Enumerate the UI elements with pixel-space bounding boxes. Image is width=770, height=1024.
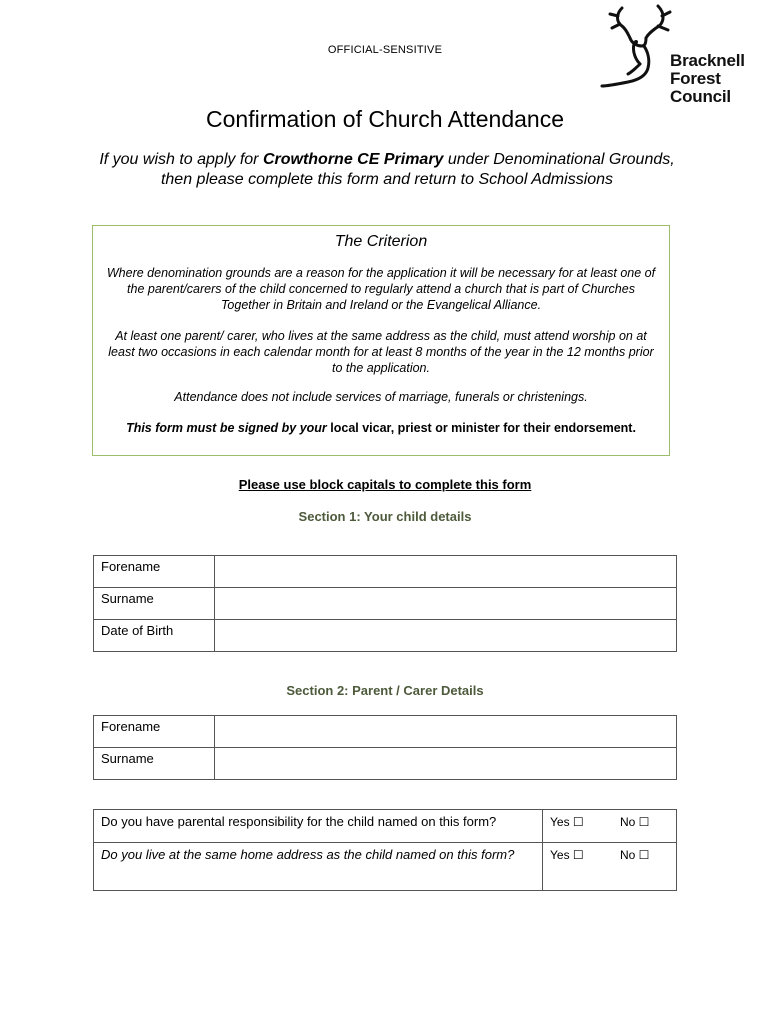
criterion-heading: The Criterion: [334, 233, 428, 250]
table-row: [94, 748, 677, 780]
field-label: Surname: [94, 748, 215, 780]
council-name: [670, 52, 745, 106]
stag-head-icon: [598, 2, 673, 97]
logo-line-2: Forest: [670, 69, 721, 88]
table-row: [94, 620, 677, 652]
criterion-paragraph-1: Where denomination grounds are a reason for the application it will be necessary for at least one of the parent/carers of the child concerned to regularly attend a church that is part of Churches Together in Britain and Ireland or the Evangelical Alliance.: [106, 266, 656, 312]
intro-text: [92, 150, 682, 190]
criterion-paragraph-3: Attendance does not include services of marriage, funerals or christenings.: [174, 390, 588, 404]
no-checkbox[interactable]: No ☐: [620, 815, 650, 829]
answer-cell: [543, 843, 677, 891]
question-text: Do you live at the same home address as the child named on this form?: [94, 843, 543, 891]
page-title: Confirmation of Church Attendance: [206, 106, 564, 132]
criterion-box: [92, 225, 670, 456]
table-row: [94, 588, 677, 620]
criterion-paragraph-2: At least one parent/ carer, who lives at the same address as the child, must attend worship on at least two occasions in each calendar month for at least 8 months of the year in the 12 months prior to the application.: [108, 329, 654, 375]
logo-line-1: Bracknell: [670, 51, 745, 70]
section-1-heading: Section 1: Your child details: [298, 509, 472, 524]
yes-checkbox[interactable]: Yes ☐: [550, 815, 584, 829]
signature-note-italic: This form must be signed by your: [126, 421, 327, 435]
parent-details-table: [93, 715, 677, 780]
answer-cell: [543, 810, 677, 843]
field-label: Forename: [94, 716, 215, 748]
table-row: [94, 843, 677, 891]
no-checkbox[interactable]: No ☐: [620, 848, 650, 862]
criterion-signature-note: [105, 420, 657, 436]
table-row: [94, 810, 677, 843]
school-name: Crowthorne CE Primary: [262, 151, 444, 168]
child-details-table: [93, 555, 677, 652]
yes-checkbox[interactable]: Yes ☐: [550, 848, 584, 862]
field-label: Date of Birth: [94, 620, 215, 652]
signature-note-rest: local vicar, priest or minister for their endorsement.: [326, 421, 636, 435]
child-dob-input[interactable]: [215, 620, 677, 652]
intro-after: under Denominational Grounds, then please complete this form and return to School Admissions: [160, 151, 675, 188]
field-label: Forename: [94, 556, 215, 588]
intro-before: If you wish to apply for: [99, 151, 263, 168]
table-row: [94, 716, 677, 748]
child-surname-input[interactable]: [215, 588, 677, 620]
child-forename-input[interactable]: [215, 556, 677, 588]
questions-table: [93, 809, 677, 891]
section-2-heading: Section 2: Parent / Carer Details: [286, 683, 484, 698]
logo-line-3: Council: [670, 87, 731, 106]
parent-forename-input[interactable]: [215, 716, 677, 748]
parent-surname-input[interactable]: [215, 748, 677, 780]
field-label: Surname: [94, 588, 215, 620]
table-row: [94, 556, 677, 588]
block-capitals-instruction: Please use block capitals to complete this form: [238, 477, 532, 492]
classification-label: OFFICIAL-SENSITIVE: [327, 44, 443, 56]
council-logo: [598, 2, 763, 112]
question-text: Do you have parental responsibility for the child named on this form?: [94, 810, 543, 843]
